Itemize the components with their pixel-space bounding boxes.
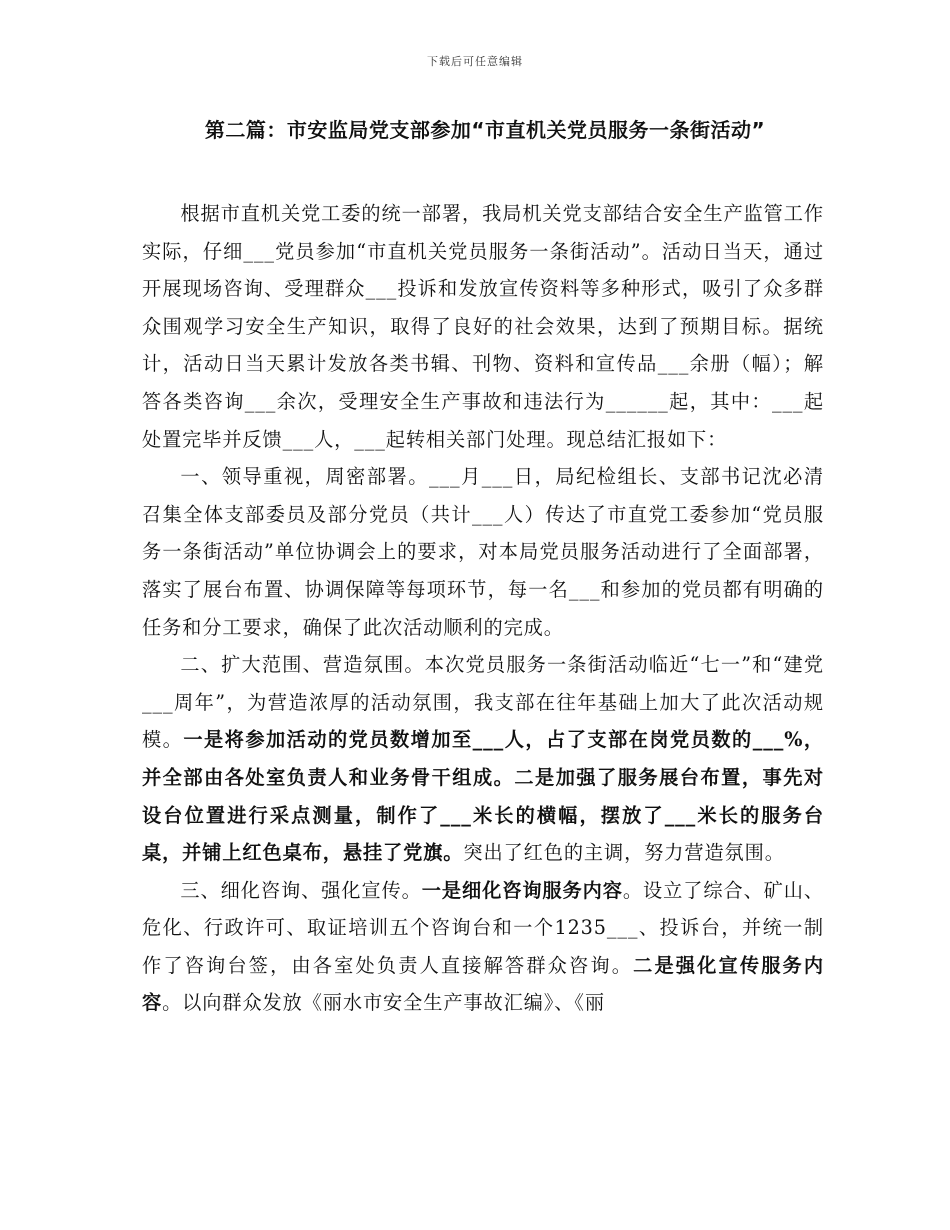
paragraph-bold-text: 一是细化咨询服务内容 bbox=[421, 878, 623, 902]
paragraph-section-3 bbox=[142, 872, 824, 1022]
paragraph-bold-text: 二是强化宣传服务内容 bbox=[142, 953, 824, 1015]
paragraph-text: 一、领导重视，周密部署。___月___日，局纪检组长、支部书记沈必清召集全体支部委员及部分党员（共计___人）传达了市直党工委参加“党员服务一条街活动”单位协调会上的要求，对本局党员服务活动进行了全面部署，落实了展台布置、协调保障等每项环节，每一名___和参加的党员都有明确的任务和分工要求，确保了此次活动顺利的完成。 bbox=[142, 465, 824, 639]
document-body bbox=[142, 195, 824, 1022]
paragraph-text: 。设立了综合、矿山、危化、行政许可、取证培训五个咨询台和一个1235___、投诉台，并统一制作了咨询台签，由各室处负责人直接解答群众咨询。 bbox=[142, 878, 824, 977]
document-title: 第二篇：市安监局党支部参加“市直机关党员服务一条街活动” bbox=[204, 118, 766, 142]
paragraph-text: 三、细化咨询、强化宣传。 bbox=[180, 878, 422, 902]
paragraph-section-2 bbox=[142, 646, 824, 872]
paragraph-text: 根据市直机关党工委的统一部署，我局机关党支部结合安全生产监管工作实际，仔细___党员参加“市直机关党员服务一条街活动”。活动日当天，通过开展现场咨询、受理群众___投诉和发放宣传资料等多种形式，吸引了众多群众围观学习安全生产知识，取得了良好的社会效果，达到了预期目标。据统计，活动日当天累计发放各类书辑、刊物、资料和宣传品___余册（幅）；解答各类咨询___余次，受理安全生产事故和违法行为______起，其中：___起处置完毕并反馈___人，___起转相关部门处理。现总结汇报如下： bbox=[142, 202, 824, 451]
paragraph-section-1 bbox=[142, 458, 824, 646]
paragraph-text: 。以向群众发放《丽水市安全生产事故汇编》、《丽 bbox=[162, 991, 605, 1015]
paragraph-bold-text: 一是将参加活动的党员数增加至___人，占了支部在岗党员数的___%，并全部由各处室负责人和业务骨干组成。二是加强了服务展台布置，事先对设台位置进行采点测量，制作了___米长的横幅，摆放了___米长的服务台桌，并铺上红色桌布，悬挂了党旗。 bbox=[142, 728, 824, 865]
paragraph-text: 突出了红色的主调，努力营造氛围。 bbox=[463, 841, 785, 865]
paragraph-intro bbox=[142, 195, 824, 458]
header-note: 下载后可任意编辑 bbox=[427, 55, 523, 68]
paragraph-text: 二、扩大范围、营造氛围。本次党员服务一条街活动临近“七一”和“建党___周年”，为营造浓厚的活动氛围，我支部在往年基础上加大了此次活动规模。 bbox=[142, 653, 824, 752]
